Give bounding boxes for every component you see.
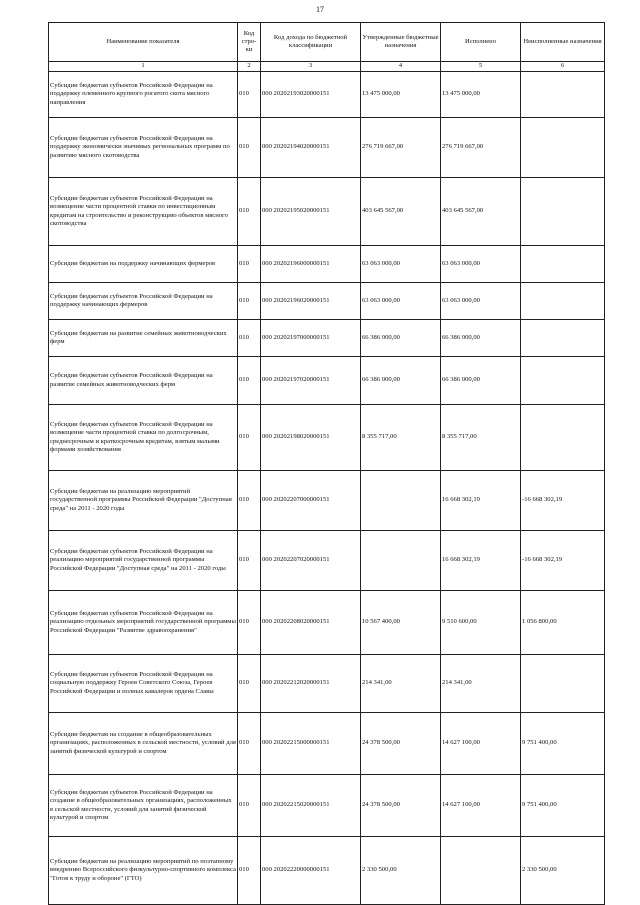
row-kbk: 000 20202193020000151 bbox=[261, 72, 361, 118]
row-name: Субсидии бюджетам на развитие семейных животноводческих ферм bbox=[49, 320, 238, 357]
row-kbk: 000 20202207000000151 bbox=[261, 471, 361, 531]
row-unexecuted: 9 751 400,00 bbox=[521, 775, 605, 837]
table-row bbox=[49, 471, 605, 531]
row-executed: 16 668 302,19 bbox=[441, 471, 521, 531]
row-kbk: 000 20202196020000151 bbox=[261, 283, 361, 320]
row-kbk: 000 20202215020000151 bbox=[261, 775, 361, 837]
row-approved: 214 341,00 bbox=[361, 655, 441, 713]
row-unexecuted bbox=[521, 72, 605, 118]
header-approved: Утвержденные бюджетные назначения bbox=[361, 23, 441, 62]
header-kbk: Код дохода по бюджетной классификации bbox=[261, 23, 361, 62]
column-number: 1 bbox=[49, 62, 238, 72]
row-executed: 16 668 302,19 bbox=[441, 531, 521, 591]
row-name: Субсидии бюджетам субъектов Российской Федерации на поддержку племенного крупного рогатого скота мясного направления bbox=[49, 72, 238, 118]
column-number: 2 bbox=[238, 62, 261, 72]
row-unexecuted bbox=[521, 405, 605, 471]
row-approved: 63 063 000,00 bbox=[361, 283, 441, 320]
row-executed: 14 627 100,00 bbox=[441, 713, 521, 775]
row-approved: 403 645 567,00 bbox=[361, 178, 441, 246]
row-name: Субсидии бюджетам субъектов Российской Федерации на поддержку начинающих фермеров bbox=[49, 283, 238, 320]
table-row bbox=[49, 320, 605, 357]
row-kbk: 000 20202215000000151 bbox=[261, 713, 361, 775]
row-name: Субсидии бюджетам на реализацию мероприятий государственной программы Российской Федерации "Доступная среда" на 2011 - 2020 годы bbox=[49, 471, 238, 531]
table-row bbox=[49, 655, 605, 713]
row-unexecuted: -16 668 302,19 bbox=[521, 531, 605, 591]
page-number: 17 bbox=[316, 5, 324, 14]
header-unexecuted: Неисполненные назначения bbox=[521, 23, 605, 62]
row-code: 010 bbox=[238, 283, 261, 320]
table-row bbox=[49, 72, 605, 118]
row-executed: 214 341,00 bbox=[441, 655, 521, 713]
row-name: Субсидии бюджетам субъектов Российской Федерации на возмещение части процентной ставки по инвестиционным кредитам на строительство и реконструкцию объектов мясного скотоводства bbox=[49, 178, 238, 246]
row-kbk: 000 20202194020000151 bbox=[261, 118, 361, 178]
row-executed: 66 386 000,00 bbox=[441, 320, 521, 357]
row-unexecuted bbox=[521, 357, 605, 405]
row-kbk: 000 20202197000000151 bbox=[261, 320, 361, 357]
row-approved: 24 378 500,00 bbox=[361, 775, 441, 837]
row-code: 010 bbox=[238, 357, 261, 405]
row-name: Субсидии бюджетам субъектов Российской Федерации на поддержку экономически значимых региональных программ по развитию мясного скотоводства bbox=[49, 118, 238, 178]
row-code: 010 bbox=[238, 655, 261, 713]
row-unexecuted bbox=[521, 178, 605, 246]
row-unexecuted: -16 668 302,19 bbox=[521, 471, 605, 531]
header-name: Наименование показателя bbox=[49, 23, 238, 62]
row-kbk: 000 20202196000000151 bbox=[261, 246, 361, 283]
row-executed: 63 063 000,00 bbox=[441, 283, 521, 320]
column-number: 6 bbox=[521, 62, 605, 72]
row-approved: 24 378 500,00 bbox=[361, 713, 441, 775]
row-approved: 13 475 000,00 bbox=[361, 72, 441, 118]
row-approved: 63 063 000,00 bbox=[361, 246, 441, 283]
row-kbk: 000 20202198020000151 bbox=[261, 405, 361, 471]
table-row bbox=[49, 357, 605, 405]
row-unexecuted: 1 056 800,00 bbox=[521, 591, 605, 655]
row-name: Субсидии бюджетам на поддержку начинающих фермеров bbox=[49, 246, 238, 283]
row-unexecuted bbox=[521, 118, 605, 178]
row-unexecuted bbox=[521, 320, 605, 357]
row-code: 010 bbox=[238, 531, 261, 591]
row-approved bbox=[361, 531, 441, 591]
row-code: 010 bbox=[238, 471, 261, 531]
row-kbk: 000 20202212020000151 bbox=[261, 655, 361, 713]
table-row bbox=[49, 118, 605, 178]
row-executed: 9 510 600,00 bbox=[441, 591, 521, 655]
row-code: 010 bbox=[238, 72, 261, 118]
row-code: 010 bbox=[238, 118, 261, 178]
row-kbk: 000 20202208020000151 bbox=[261, 591, 361, 655]
row-unexecuted bbox=[521, 283, 605, 320]
table-row bbox=[49, 405, 605, 471]
row-code: 010 bbox=[238, 713, 261, 775]
column-number: 4 bbox=[361, 62, 441, 72]
row-unexecuted: 2 330 500,00 bbox=[521, 837, 605, 905]
row-code: 010 bbox=[238, 775, 261, 837]
row-unexecuted bbox=[521, 246, 605, 283]
row-name: Субсидии бюджетам субъектов Российской Федерации на социальную поддержку Героев Советского Союза, Героев Российской Федерации и полных кавалеров ордена Славы bbox=[49, 655, 238, 713]
row-name: Субсидии бюджетам субъектов Российской Федерации на создание в общеобразовательных организациях, расположенных в сельской местности, условий для занятий физической культурой и спортом bbox=[49, 775, 238, 837]
row-executed: 8 355 717,00 bbox=[441, 405, 521, 471]
row-code: 010 bbox=[238, 320, 261, 357]
row-approved: 66 386 000,00 bbox=[361, 357, 441, 405]
column-number: 3 bbox=[261, 62, 361, 72]
row-kbk: 000 20202197020000151 bbox=[261, 357, 361, 405]
table-row bbox=[49, 283, 605, 320]
row-executed: 13 475 000,00 bbox=[441, 72, 521, 118]
row-executed: 276 719 667,00 bbox=[441, 118, 521, 178]
row-approved: 276 719 667,00 bbox=[361, 118, 441, 178]
table-row bbox=[49, 178, 605, 246]
row-approved: 8 355 717,00 bbox=[361, 405, 441, 471]
table-row bbox=[49, 775, 605, 837]
row-kbk: 000 20202207020000151 bbox=[261, 531, 361, 591]
table-row bbox=[49, 713, 605, 775]
row-kbk: 000 20202220000000151 bbox=[261, 837, 361, 905]
row-executed bbox=[441, 837, 521, 905]
column-number-row bbox=[49, 62, 605, 72]
row-code: 010 bbox=[238, 178, 261, 246]
row-executed: 63 063 000,00 bbox=[441, 246, 521, 283]
table-row bbox=[49, 531, 605, 591]
row-code: 010 bbox=[238, 246, 261, 283]
row-code: 010 bbox=[238, 591, 261, 655]
header-row bbox=[49, 23, 605, 62]
row-name: Субсидии бюджетам на создание в общеобразовательных организациях, расположенных в сельской местности, условий для занятий физической культурой и спортом bbox=[49, 713, 238, 775]
row-approved bbox=[361, 471, 441, 531]
row-executed: 403 645 567,00 bbox=[441, 178, 521, 246]
header-executed: Исполнено bbox=[441, 23, 521, 62]
row-kbk: 000 20202195020000151 bbox=[261, 178, 361, 246]
row-name: Субсидии бюджетам субъектов Российской Федерации на развитие семейных животноводческих ферм bbox=[49, 357, 238, 405]
row-unexecuted: 9 751 400,00 bbox=[521, 713, 605, 775]
table-row bbox=[49, 591, 605, 655]
table-row bbox=[49, 246, 605, 283]
budget-report-table bbox=[48, 22, 605, 905]
row-name: Субсидии бюджетам субъектов Российской Федерации на реализацию отдельных мероприятий государственной программы Российской Федерации "Развитие здравоохранения" bbox=[49, 591, 238, 655]
row-executed: 14 627 100,00 bbox=[441, 775, 521, 837]
row-name: Субсидии бюджетам субъектов Российской Федерации на реализацию мероприятий государственной программы Российской Федерации "Доступная среда" на 2011 - 2020 годы bbox=[49, 531, 238, 591]
row-approved: 66 386 000,00 bbox=[361, 320, 441, 357]
row-executed: 66 386 000,00 bbox=[441, 357, 521, 405]
column-number: 5 bbox=[441, 62, 521, 72]
table-row bbox=[49, 837, 605, 905]
row-code: 010 bbox=[238, 837, 261, 905]
row-name: Субсидии бюджетам субъектов Российской Федерации на возмещение части процентной ставки по долгосрочным, среднесрочным и краткосрочным кредитам, взятым малыми формами хозяйствования bbox=[49, 405, 238, 471]
row-approved: 2 330 500,00 bbox=[361, 837, 441, 905]
row-name: Субсидии бюджетам на реализацию мероприятий по поэтапному внедрению Всероссийского физкультурно-спортивного комплекса "Готов к труду и обороне" (ГТО) bbox=[49, 837, 238, 905]
row-code: 010 bbox=[238, 405, 261, 471]
row-unexecuted bbox=[521, 655, 605, 713]
header-code: Код стро-ки bbox=[238, 23, 261, 62]
row-approved: 10 567 400,00 bbox=[361, 591, 441, 655]
